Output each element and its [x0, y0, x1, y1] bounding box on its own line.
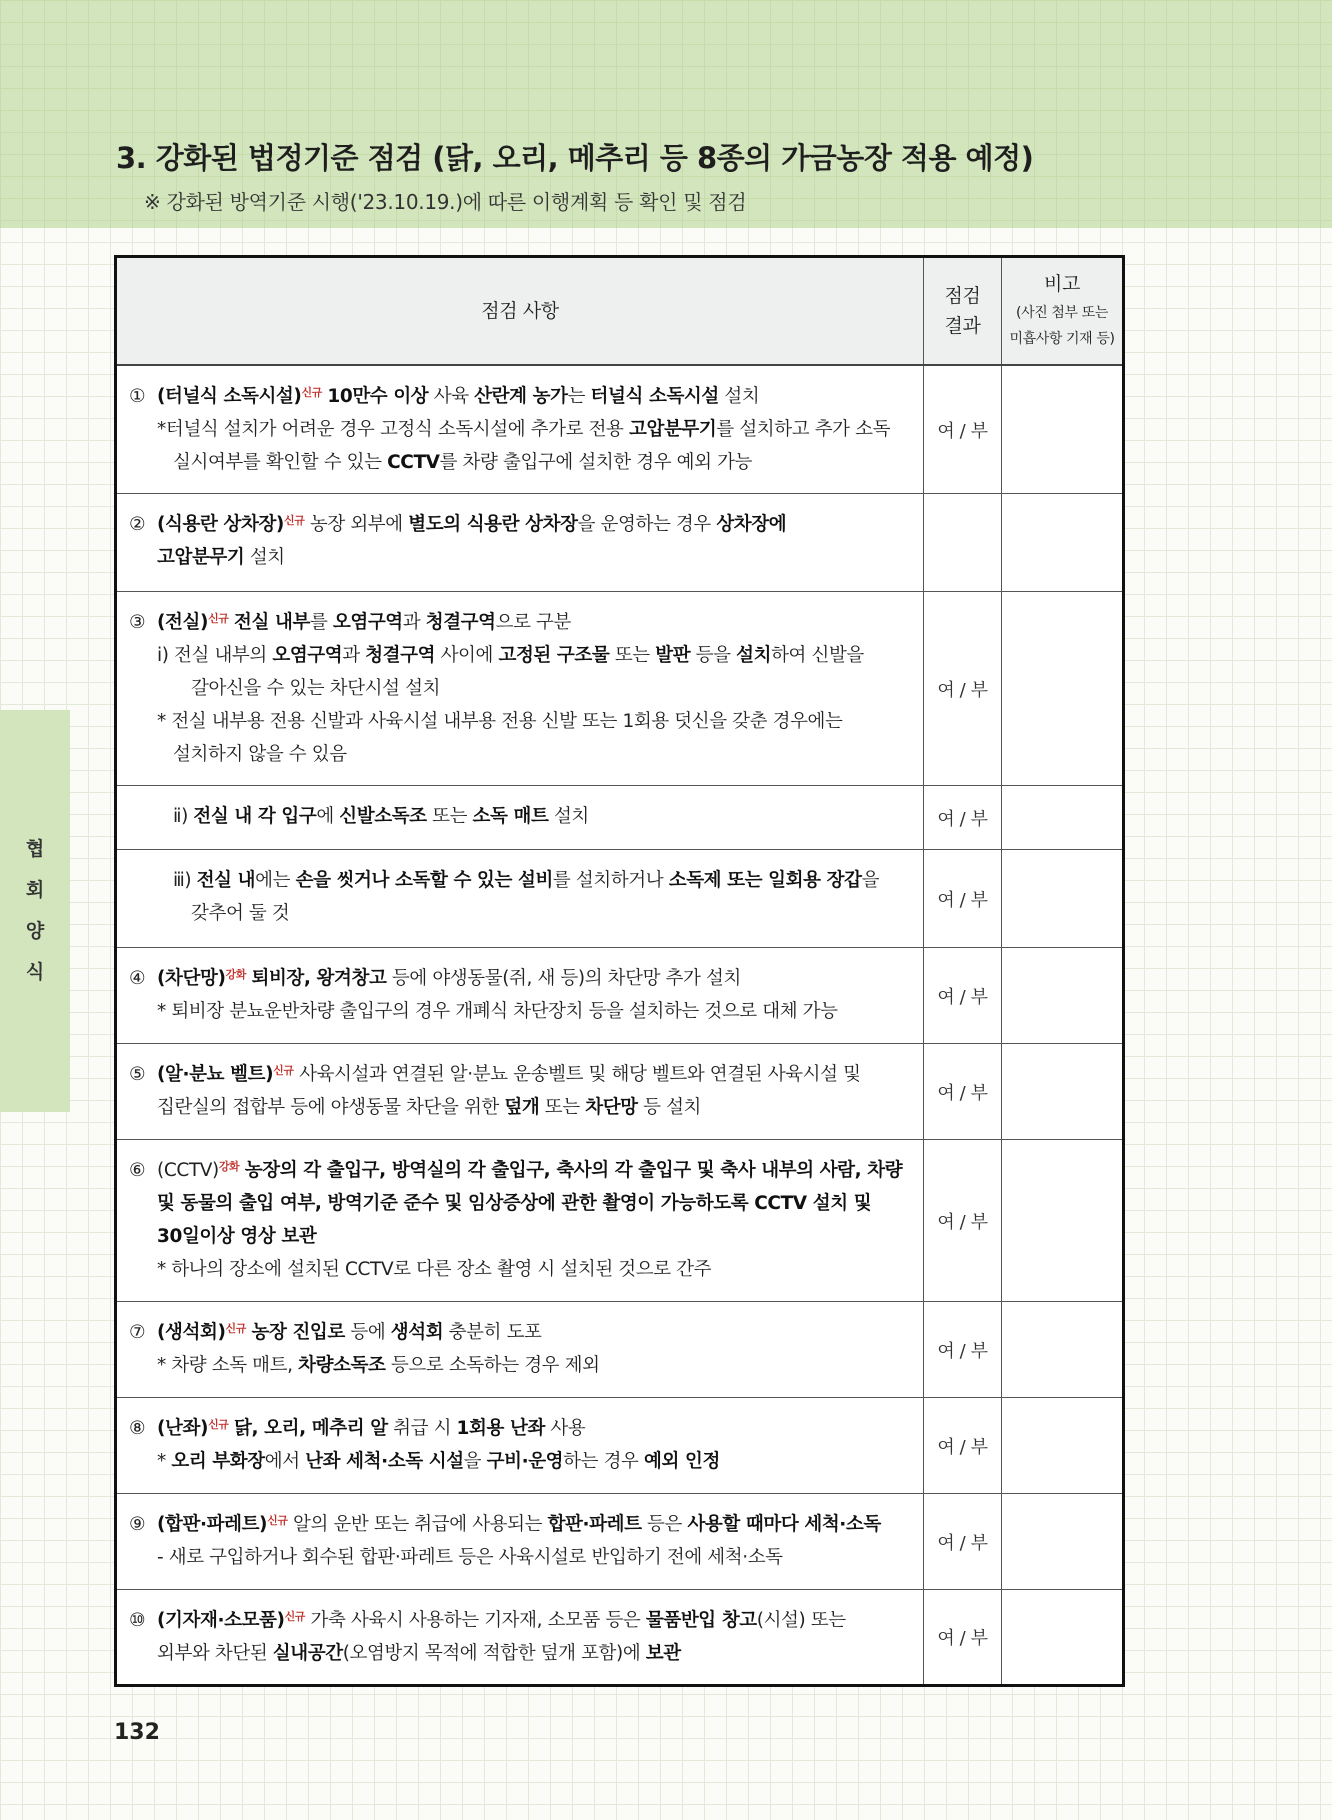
note-cell[interactable]	[1002, 365, 1124, 494]
note-cell[interactable]	[1002, 1302, 1124, 1398]
item-text: ⑩ (기자재·소모품)$^{신규}$ 가축 사육시 사용하는 기자재, 소모품 등은 물품반입 창고(시설) 또는 외부와 차단된 실내공간(오염방지 목적에 적합한 덮개 포함)에 보관	[116, 1590, 924, 1686]
item-text: ⑥ (CCTV)$^{강화}$ 농장의 각 출입구, 방역실의 각 출입구, 축사의 각 출입구 및 축사 내부의 사람, 차량 및 동물의 출입 여부, 방역기준 준수 및 임상증상에 관한 촬영이 가능하도록 CCTV 설치 및 30일이상 영상 보관 * 하나의 장소에 설치된 CCTV로 다른 장소 촬영 시 설치된 것으로 간주	[116, 1140, 924, 1302]
result-yes-no[interactable]: 여 / 부	[924, 592, 1002, 786]
note-cell[interactable]	[1002, 786, 1124, 850]
header-result: 점검 결과	[924, 257, 1002, 366]
note-cell[interactable]	[1002, 592, 1124, 786]
table-row	[116, 1140, 1124, 1302]
table-row	[116, 1302, 1124, 1398]
side-tab-char: 양	[25, 920, 45, 942]
section-title: 3. 강화된 법정기준 점검 (닭, 오리, 메추리 등 8종의 가금농장 적용 예정)	[116, 141, 1034, 175]
note-cell[interactable]	[1002, 1398, 1124, 1494]
table-row	[116, 365, 1124, 494]
table-row	[116, 850, 1124, 948]
result-yes-no[interactable]: 여 / 부	[924, 786, 1002, 850]
side-tab-char: 식	[25, 961, 45, 983]
side-tab-char: 협	[25, 838, 45, 860]
item-text: ⑦ (생석회)$^{신규}$ 농장 진입로 등에 생석회 충분히 도포 * 차량 소독 매트, 차량소독조 등으로 소독하는 경우 제외	[116, 1302, 924, 1398]
note-cell[interactable]	[1002, 1140, 1124, 1302]
item-text: ⅲ) 전실 내에는 손을 씻거나 소독할 수 있는 설비를 설치하거나 소독제 또는 일회용 장갑을 갖추어 둘 것	[116, 850, 924, 948]
table-row	[116, 1494, 1124, 1590]
header-note: 비고 (사진 첨부 또는 미흡사항 기재 등)	[1002, 257, 1124, 366]
table-row	[116, 1398, 1124, 1494]
note-cell[interactable]	[1002, 1590, 1124, 1686]
result-yes-no[interactable]: 여 / 부	[924, 948, 1002, 1044]
item-text: ⑤ (알·분뇨 벨트)$^{신규}$ 사육시설과 연결된 알·분뇨 운송벨트 및 해당 벨트와 연결된 사육시설 및 집란실의 접합부 등에 야생동물 차단을 위한 덮개 또는 차단망 등 설치	[116, 1044, 924, 1140]
result-yes-no[interactable]: 여 / 부	[924, 1398, 1002, 1494]
result-yes-no[interactable]: 여 / 부	[924, 1590, 1002, 1686]
header-item: 점검 사항	[116, 257, 924, 366]
result-yes-no[interactable]: 여 / 부	[924, 1494, 1002, 1590]
result-cell[interactable]	[924, 494, 1002, 592]
side-tab-char: 회	[25, 879, 45, 901]
side-tab-label	[0, 710, 70, 1112]
inspection-table	[114, 255, 1125, 1687]
side-tab	[0, 710, 70, 1112]
item-text: ④ (차단망)$^{강화}$ 퇴비장, 왕겨창고 등에 야생동물(쥐, 새 등)의 차단망 추가 설치 * 퇴비장 분뇨운반차량 출입구의 경우 개폐식 차단장치 등을 설치하는 것으로 대체 가능	[116, 948, 924, 1044]
note-cell[interactable]	[1002, 850, 1124, 948]
result-yes-no[interactable]: 여 / 부	[924, 1140, 1002, 1302]
table-row	[116, 592, 1124, 786]
table-row	[116, 494, 1124, 592]
item-text: ⅱ) 전실 내 각 입구에 신발소독조 또는 소독 매트 설치	[116, 786, 924, 850]
result-yes-no[interactable]: 여 / 부	[924, 1044, 1002, 1140]
result-yes-no[interactable]: 여 / 부	[924, 365, 1002, 494]
result-yes-no[interactable]: 여 / 부	[924, 1302, 1002, 1398]
table-row	[116, 1044, 1124, 1140]
table-row	[116, 786, 1124, 850]
table-row	[116, 948, 1124, 1044]
result-yes-no[interactable]: 여 / 부	[924, 850, 1002, 948]
item-text: ① (터널식 소독시설)$^{신규}$ 10만수 이상 사육 산란계 농가는 터널식 소독시설 설치 *터널식 설치가 어려운 경우 고정식 소독시설에 추가로 전용 고압분무기를 설치하고 추가 소독 실시여부를 확인할 수 있는 CCTV를 차량 출입구에 설치한 경우 예외 가능	[116, 365, 924, 494]
table-header-row	[116, 257, 1124, 366]
page-number: 132	[114, 1720, 160, 1745]
item-text: ② (식용란 상차장)$^{신규}$ 농장 외부에 별도의 식용란 상차장을 운영하는 경우 상차장에 고압분무기 설치	[116, 494, 924, 592]
note-cell[interactable]	[1002, 1494, 1124, 1590]
section-subtitle: ※ 강화된 방역기준 시행('23.10.19.)에 따른 이행계획 등 확인 및 점검	[144, 190, 747, 214]
item-text: ⑧ (난좌)$^{신규}$ 닭, 오리, 메추리 알 취급 시 1회용 난좌 사용 * 오리 부화장에서 난좌 세척·소독 시설을 구비·운영하는 경우 예외 인정	[116, 1398, 924, 1494]
item-text: ⑨ (합판·파레트)$^{신규}$ 알의 운반 또는 취급에 사용되는 합판·파레트 등은 사용할 때마다 세척·소독 - 새로 구입하거나 회수된 합판·파레트 등은 사육시설로 반입하기 전에 세척·소독	[116, 1494, 924, 1590]
note-cell[interactable]	[1002, 494, 1124, 592]
table-row	[116, 1590, 1124, 1686]
note-cell[interactable]	[1002, 1044, 1124, 1140]
note-cell[interactable]	[1002, 948, 1124, 1044]
item-text: ③ (전실)$^{신규}$ 전실 내부를 오염구역과 청결구역으로 구분 ⅰ) 전실 내부의 오염구역과 청결구역 사이에 고정된 구조물 또는 발판 등을 설치하여 신발을 갈아신을 수 있는 차단시설 설치 * 전실 내부용 전용 신발과 사육시설 내부용 전용 신발 또는 1회용 덧신을 갖춘 경우에는 설치하지 않을 수 있음	[116, 592, 924, 786]
